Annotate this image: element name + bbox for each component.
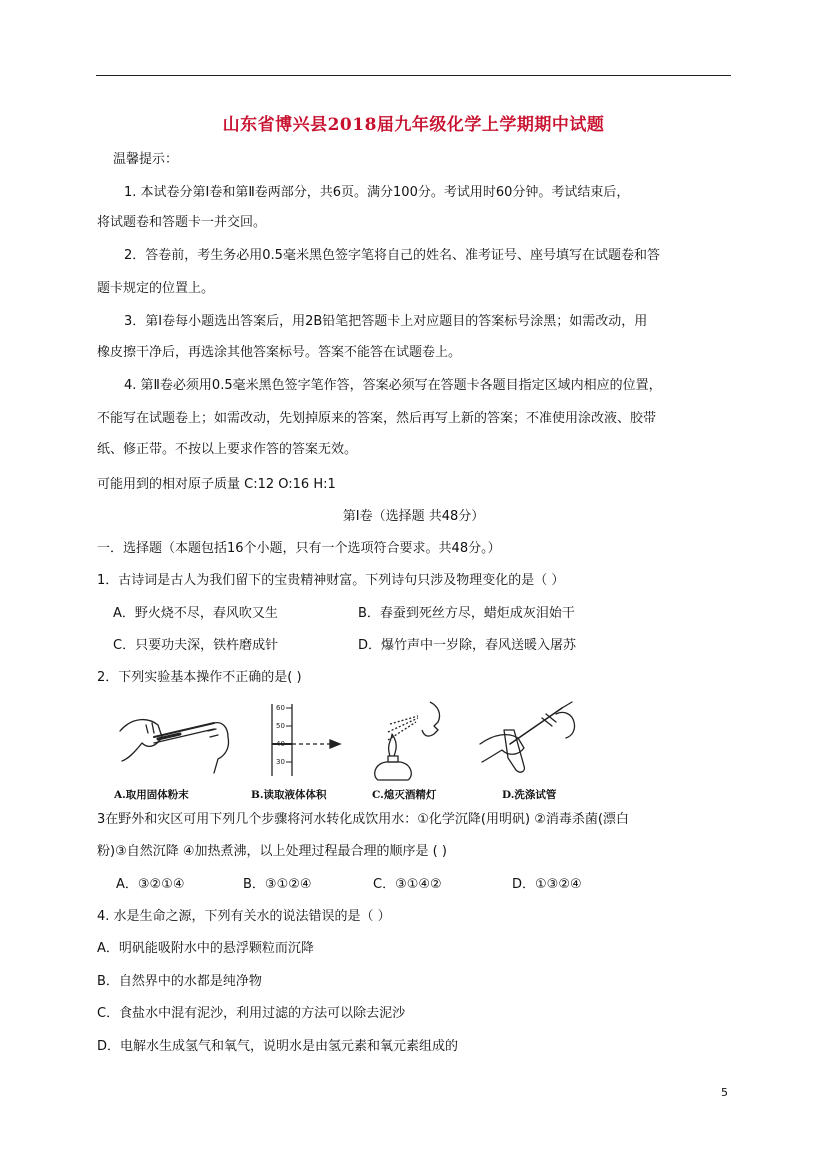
question-1-option-c: C．只要功夫深，铁杵磨成针 xyxy=(113,638,279,653)
question-3-stem: 3在野外和灾区可用下列几个步骤将河水转化成饮用水：①化学沉降(用明矾) ②消毒杀菌(漂白 xyxy=(97,812,629,827)
part1-heading: 第Ⅰ卷（选择题 共48分） xyxy=(342,509,485,524)
notice-line: 橡皮擦干净后，再选涂其他答案标号。答案不能答在试题卷上。 xyxy=(97,345,462,360)
question-1-option-b: B．春蚕到死丝方尽，蜡炬成灰泪始干 xyxy=(358,606,575,621)
question-3-option-a: A．③②①④ xyxy=(116,877,185,892)
header-rule xyxy=(96,75,731,76)
question-4-option-c: C．食盐水中混有泥沙，利用过滤的方法可以除去泥沙 xyxy=(97,1006,406,1021)
tick-label: 30 xyxy=(276,758,285,766)
question-3-option-c: C．③①④② xyxy=(373,877,442,892)
tick-label: 40 xyxy=(276,740,285,748)
page-title: 山东省博兴县2018届九年级化学上学期期中试题 xyxy=(222,115,605,135)
figure-caption-b: B.读取液体体积 xyxy=(251,789,327,801)
figure-d-tube xyxy=(478,700,582,784)
question-4-option-d: D．电解水生成氢气和氧气，说明水是由氢元素和氧元素组成的 xyxy=(97,1039,459,1054)
atomic-mass-line: 可能用到的相对原子质量 C:12 O:16 H:1 xyxy=(97,477,336,492)
notice-line: 1. 本试卷分第Ⅰ卷和第Ⅱ卷两部分，共6页。满分100分。考试用时60分钟。考试结束后， xyxy=(124,185,630,200)
figure-b-cylinder xyxy=(262,700,348,784)
question-4-stem: 4. 水是生命之源，下列有关水的说法错误的是（ ） xyxy=(97,909,391,924)
figure-caption-a: A.取用固体粉末 xyxy=(114,789,189,801)
question-2-stem: 2．下列实验基本操作不正确的是( ) xyxy=(97,670,302,685)
question-4-option-b: B．自然界中的水都是纯净物 xyxy=(97,974,262,989)
figure-a-powder xyxy=(118,703,238,783)
notice-line: 纸、修正带。不按以上要求作答的答案无效。 xyxy=(97,442,358,457)
notice-line: 4. 第Ⅱ卷必须用0.5毫米黑色签字笔作答，答案必须写在答题卡各题目指定区域内相应的位置， xyxy=(124,378,662,393)
notice-line: 将试题卷和答题卡一并交回。 xyxy=(97,215,267,230)
figure-c-lamp xyxy=(368,696,454,784)
figure-caption-c: C.熄灭酒精灯 xyxy=(372,789,437,801)
section-heading: 一．选择题（本题包括16个小题，只有一个选项符合要求。共48分。） xyxy=(97,541,501,556)
figure-caption-d: D.洗涤试管 xyxy=(502,789,557,801)
question-1-option-a: A．野火烧不尽，春风吹又生 xyxy=(113,606,278,621)
tick-label: 60 xyxy=(276,704,285,712)
notice-line: 题卡规定的位置上。 xyxy=(97,281,215,296)
question-1-option-d: D．爆竹声中一岁除，春风送暖入屠苏 xyxy=(358,638,577,653)
question-4-option-a: A．明矾能吸附水中的悬浮颗粒而沉降 xyxy=(97,941,314,956)
notice-line: 3．第Ⅰ卷每小题选出答案后，用2B铅笔把答题卡上对应题目的答案标号涂黑；如需改动，用 xyxy=(124,314,648,329)
notice-line: 不能写在试题卷上；如需改动，先划掉原来的答案，然后再写上新的答案；不准使用涂改液、胶带 xyxy=(97,411,657,426)
tick-label: 50 xyxy=(276,722,285,730)
question-3-option-d: D．①③②④ xyxy=(512,877,582,892)
notice-line: 2．答卷前，考生务必用0.5毫米黑色签字笔将自己的姓名、准考证号、座号填写在试题卷和答 xyxy=(124,248,660,263)
notice-heading: 温馨提示： xyxy=(113,152,179,167)
page-number: 5 xyxy=(721,1086,728,1099)
question-3-option-b: B．③①②④ xyxy=(243,877,312,892)
question-1-stem: 1．古诗词是古人为我们留下的宝贵精神财富。下列诗句只涉及物理变化的是（ ） xyxy=(97,573,565,588)
question-3-stem-cont: 粉)③自然沉降 ④加热煮沸，以上处理过程最合理的顺序是 ( ) xyxy=(97,844,447,859)
